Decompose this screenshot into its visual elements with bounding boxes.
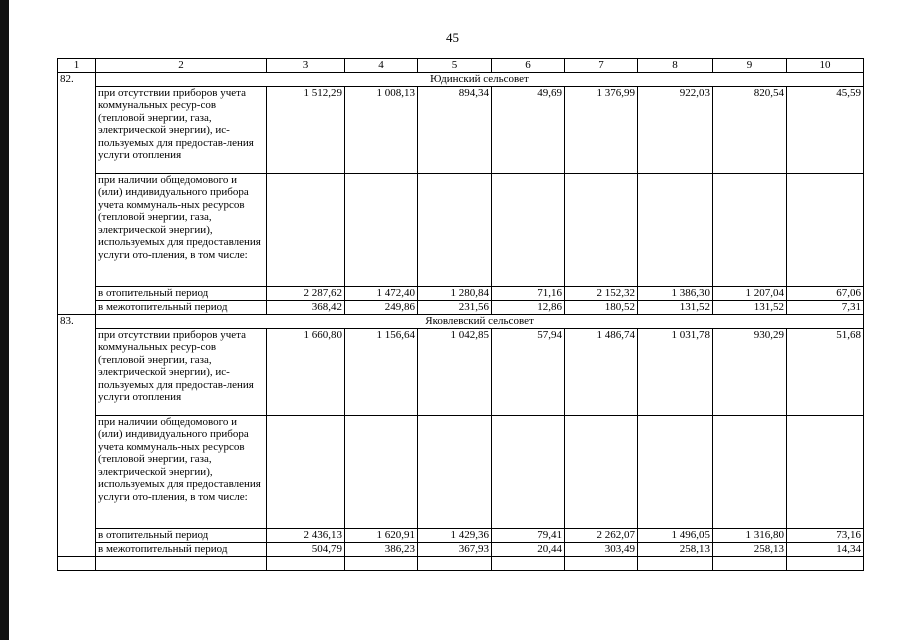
cell-value (638, 415, 713, 528)
empty-cell (713, 556, 787, 570)
column-header: 10 (787, 59, 864, 73)
cell-value: 1 008,13 (345, 86, 418, 173)
cell-value: 930,29 (713, 328, 787, 415)
empty-cell (345, 556, 418, 570)
table-row (58, 328, 864, 415)
cell-value: 57,94 (492, 328, 565, 415)
cell-value: 820,54 (713, 86, 787, 173)
cell-value (345, 173, 418, 286)
cell-value: 2 287,62 (267, 286, 345, 300)
empty-cell (418, 556, 492, 570)
cell-value: 12,86 (492, 300, 565, 314)
cell-value (345, 415, 418, 528)
cell-value: 2 262,07 (565, 528, 638, 542)
empty-cell (267, 556, 345, 570)
cell-value (787, 173, 864, 286)
cell-value: 2 152,32 (565, 286, 638, 300)
tariff-table (57, 58, 864, 571)
empty-cell (565, 556, 638, 570)
cell-value: 504,79 (267, 542, 345, 556)
section-row (58, 314, 864, 328)
column-header: 6 (492, 59, 565, 73)
empty-cell (787, 556, 864, 570)
row-label: при отсутствии приборов учета коммунальных ресур-сов (тепловой энергии, газа, электрической энергии), ис-пользуемых для предостав-ления услуги отопления (96, 86, 267, 173)
cell-value (492, 173, 565, 286)
cell-value: 1 486,74 (565, 328, 638, 415)
row-label: при наличии общедомового и (или) индивидуального прибора учета коммуналь-ных ресурсов (тепловой энергии, газа, электрической энергии), используемых для предоставления услуги ото-пления, в том числе: (96, 173, 267, 286)
cell-value (267, 415, 345, 528)
section-title: Яковлевский сельсовет (96, 314, 864, 328)
cell-value: 1 156,64 (345, 328, 418, 415)
section-index: 82. (58, 72, 96, 314)
cell-value: 258,13 (713, 542, 787, 556)
cell-value: 1 472,40 (345, 286, 418, 300)
cell-value: 45,59 (787, 86, 864, 173)
table-row (58, 528, 864, 542)
table-row (58, 542, 864, 556)
section-index: 83. (58, 314, 96, 556)
cell-value: 131,52 (713, 300, 787, 314)
cell-value: 922,03 (638, 86, 713, 173)
row-label: в отопительный период (96, 528, 267, 542)
cell-value: 49,69 (492, 86, 565, 173)
cell-value: 14,34 (787, 542, 864, 556)
row-label: при отсутствии приборов учета коммунальных ресур-сов (тепловой энергии, газа, электрической энергии), ис-пользуемых для предостав-ления услуги отопления (96, 328, 267, 415)
column-header: 2 (96, 59, 267, 73)
row-label: в межотопительный период (96, 300, 267, 314)
row-label: при наличии общедомового и (или) индивидуального прибора учета коммуналь-ных ресурсов (тепловой энергии, газа, электрической энергии), используемых для предоставления услуги ото-пления, в том числе: (96, 415, 267, 528)
cell-value: 71,16 (492, 286, 565, 300)
cell-value: 67,06 (787, 286, 864, 300)
cell-value (713, 173, 787, 286)
column-header: 8 (638, 59, 713, 73)
table-row (58, 300, 864, 314)
cell-value: 73,16 (787, 528, 864, 542)
cell-value: 131,52 (638, 300, 713, 314)
cell-value: 1 031,78 (638, 328, 713, 415)
empty-row (58, 556, 864, 570)
cell-value: 51,68 (787, 328, 864, 415)
cell-value: 1 660,80 (267, 328, 345, 415)
cell-value: 367,93 (418, 542, 492, 556)
cell-value (267, 173, 345, 286)
cell-value (565, 173, 638, 286)
row-label: в межотопительный период (96, 542, 267, 556)
cell-value (418, 173, 492, 286)
cell-value: 7,31 (787, 300, 864, 314)
cell-value: 1 512,29 (267, 86, 345, 173)
cell-value: 1 280,84 (418, 286, 492, 300)
cell-value: 1 042,85 (418, 328, 492, 415)
cell-value: 1 620,91 (345, 528, 418, 542)
column-header: 9 (713, 59, 787, 73)
empty-cell (492, 556, 565, 570)
cell-value: 20,44 (492, 542, 565, 556)
table-row (58, 286, 864, 300)
table-row (58, 415, 864, 528)
cell-value (418, 415, 492, 528)
column-header: 5 (418, 59, 492, 73)
page-number: 45 (446, 30, 459, 45)
column-number-row (58, 59, 864, 73)
cell-value: 1 496,05 (638, 528, 713, 542)
empty-cell (96, 556, 267, 570)
cell-value: 1 429,36 (418, 528, 492, 542)
cell-value (638, 173, 713, 286)
cell-value (492, 415, 565, 528)
column-header: 3 (267, 59, 345, 73)
row-label: в отопительный период (96, 286, 267, 300)
cell-value: 79,41 (492, 528, 565, 542)
cell-value: 1 386,30 (638, 286, 713, 300)
section-row (58, 72, 864, 86)
scan-edge-bar (0, 0, 9, 640)
cell-value: 249,86 (345, 300, 418, 314)
cell-value: 1 376,99 (565, 86, 638, 173)
cell-value (787, 415, 864, 528)
table-row (58, 86, 864, 173)
cell-value: 180,52 (565, 300, 638, 314)
column-header: 7 (565, 59, 638, 73)
cell-value: 2 436,13 (267, 528, 345, 542)
cell-value: 894,34 (418, 86, 492, 173)
cell-value (713, 415, 787, 528)
cell-value: 303,49 (565, 542, 638, 556)
column-header: 1 (58, 59, 96, 73)
column-header: 4 (345, 59, 418, 73)
cell-value: 386,23 (345, 542, 418, 556)
section-title: Юдинский сельсовет (96, 72, 864, 86)
cell-value: 231,56 (418, 300, 492, 314)
empty-cell (638, 556, 713, 570)
cell-value: 258,13 (638, 542, 713, 556)
cell-value (565, 415, 638, 528)
table-row (58, 173, 864, 286)
cell-value: 1 207,04 (713, 286, 787, 300)
cell-value: 368,42 (267, 300, 345, 314)
cell-value: 1 316,80 (713, 528, 787, 542)
empty-cell (58, 556, 96, 570)
